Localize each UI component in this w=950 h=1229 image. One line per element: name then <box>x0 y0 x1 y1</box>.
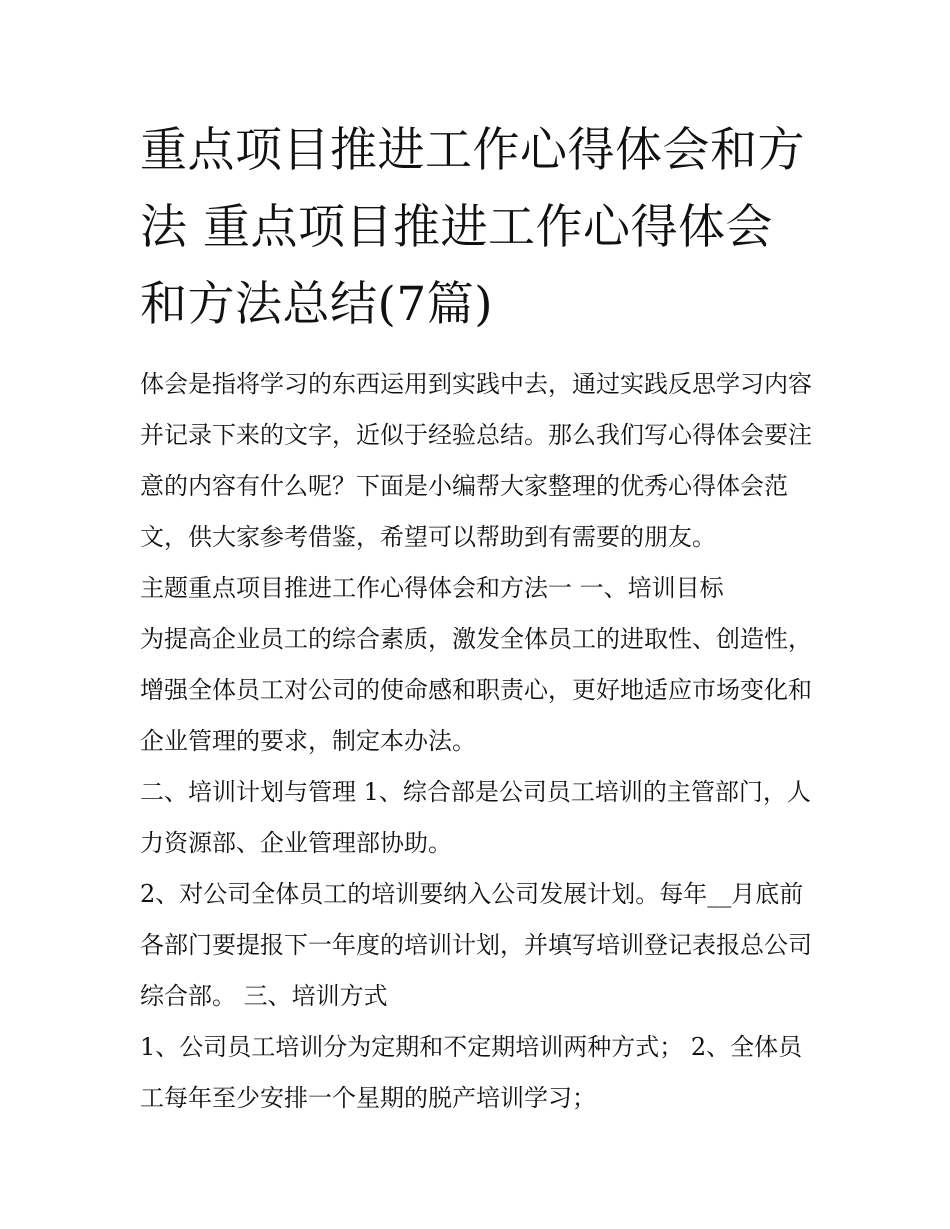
document-body <box>140 112 820 1124</box>
paragraph-topic-heading: 主题重点项目推进工作心得体会和方法一 一、培训目标 <box>140 574 724 602</box>
paragraph-training-methods: 1、公司员工培训分为定期和不定期培训两种方式； 2、全体员工每年至少安排一个星期的脱产培训学习； <box>140 1033 803 1112</box>
paragraph-annual-plan: 2、对公司全体员工的培训要纳入公司发展计划。每年__月底前各部门要提报下一年度的培训计划，并填写培训登记表报总公司综合部。 三、培训方式 <box>140 880 812 1010</box>
paragraph-training-plan: 二、培训计划与管理 1、综合部是公司员工培训的主管部门，人力资源部、企业管理部协助。 <box>140 778 811 857</box>
paragraph-intro: 体会是指将学习的东西运用到实践中去，通过实践反思学习内容并记录下来的文字，近似于经验总结。那么我们写心得体会要注意的内容有什么呢？下面是小编帮大家整理的优秀心得体会范文，供大家参考借鉴，希望可以帮助到有需要的朋友。 <box>140 370 812 551</box>
document-title: 重点项目推进工作心得体会和方法 重点项目推进工作心得体会和方法总结(7篇) <box>140 123 805 332</box>
paragraph-training-goal: 为提高企业员工的综合素质，激发全体员工的进取性、创造性，增强全体员工对公司的使命感和职责心，更好地适应市场变化和企业管理的要求，制定本办法。 <box>140 625 812 755</box>
